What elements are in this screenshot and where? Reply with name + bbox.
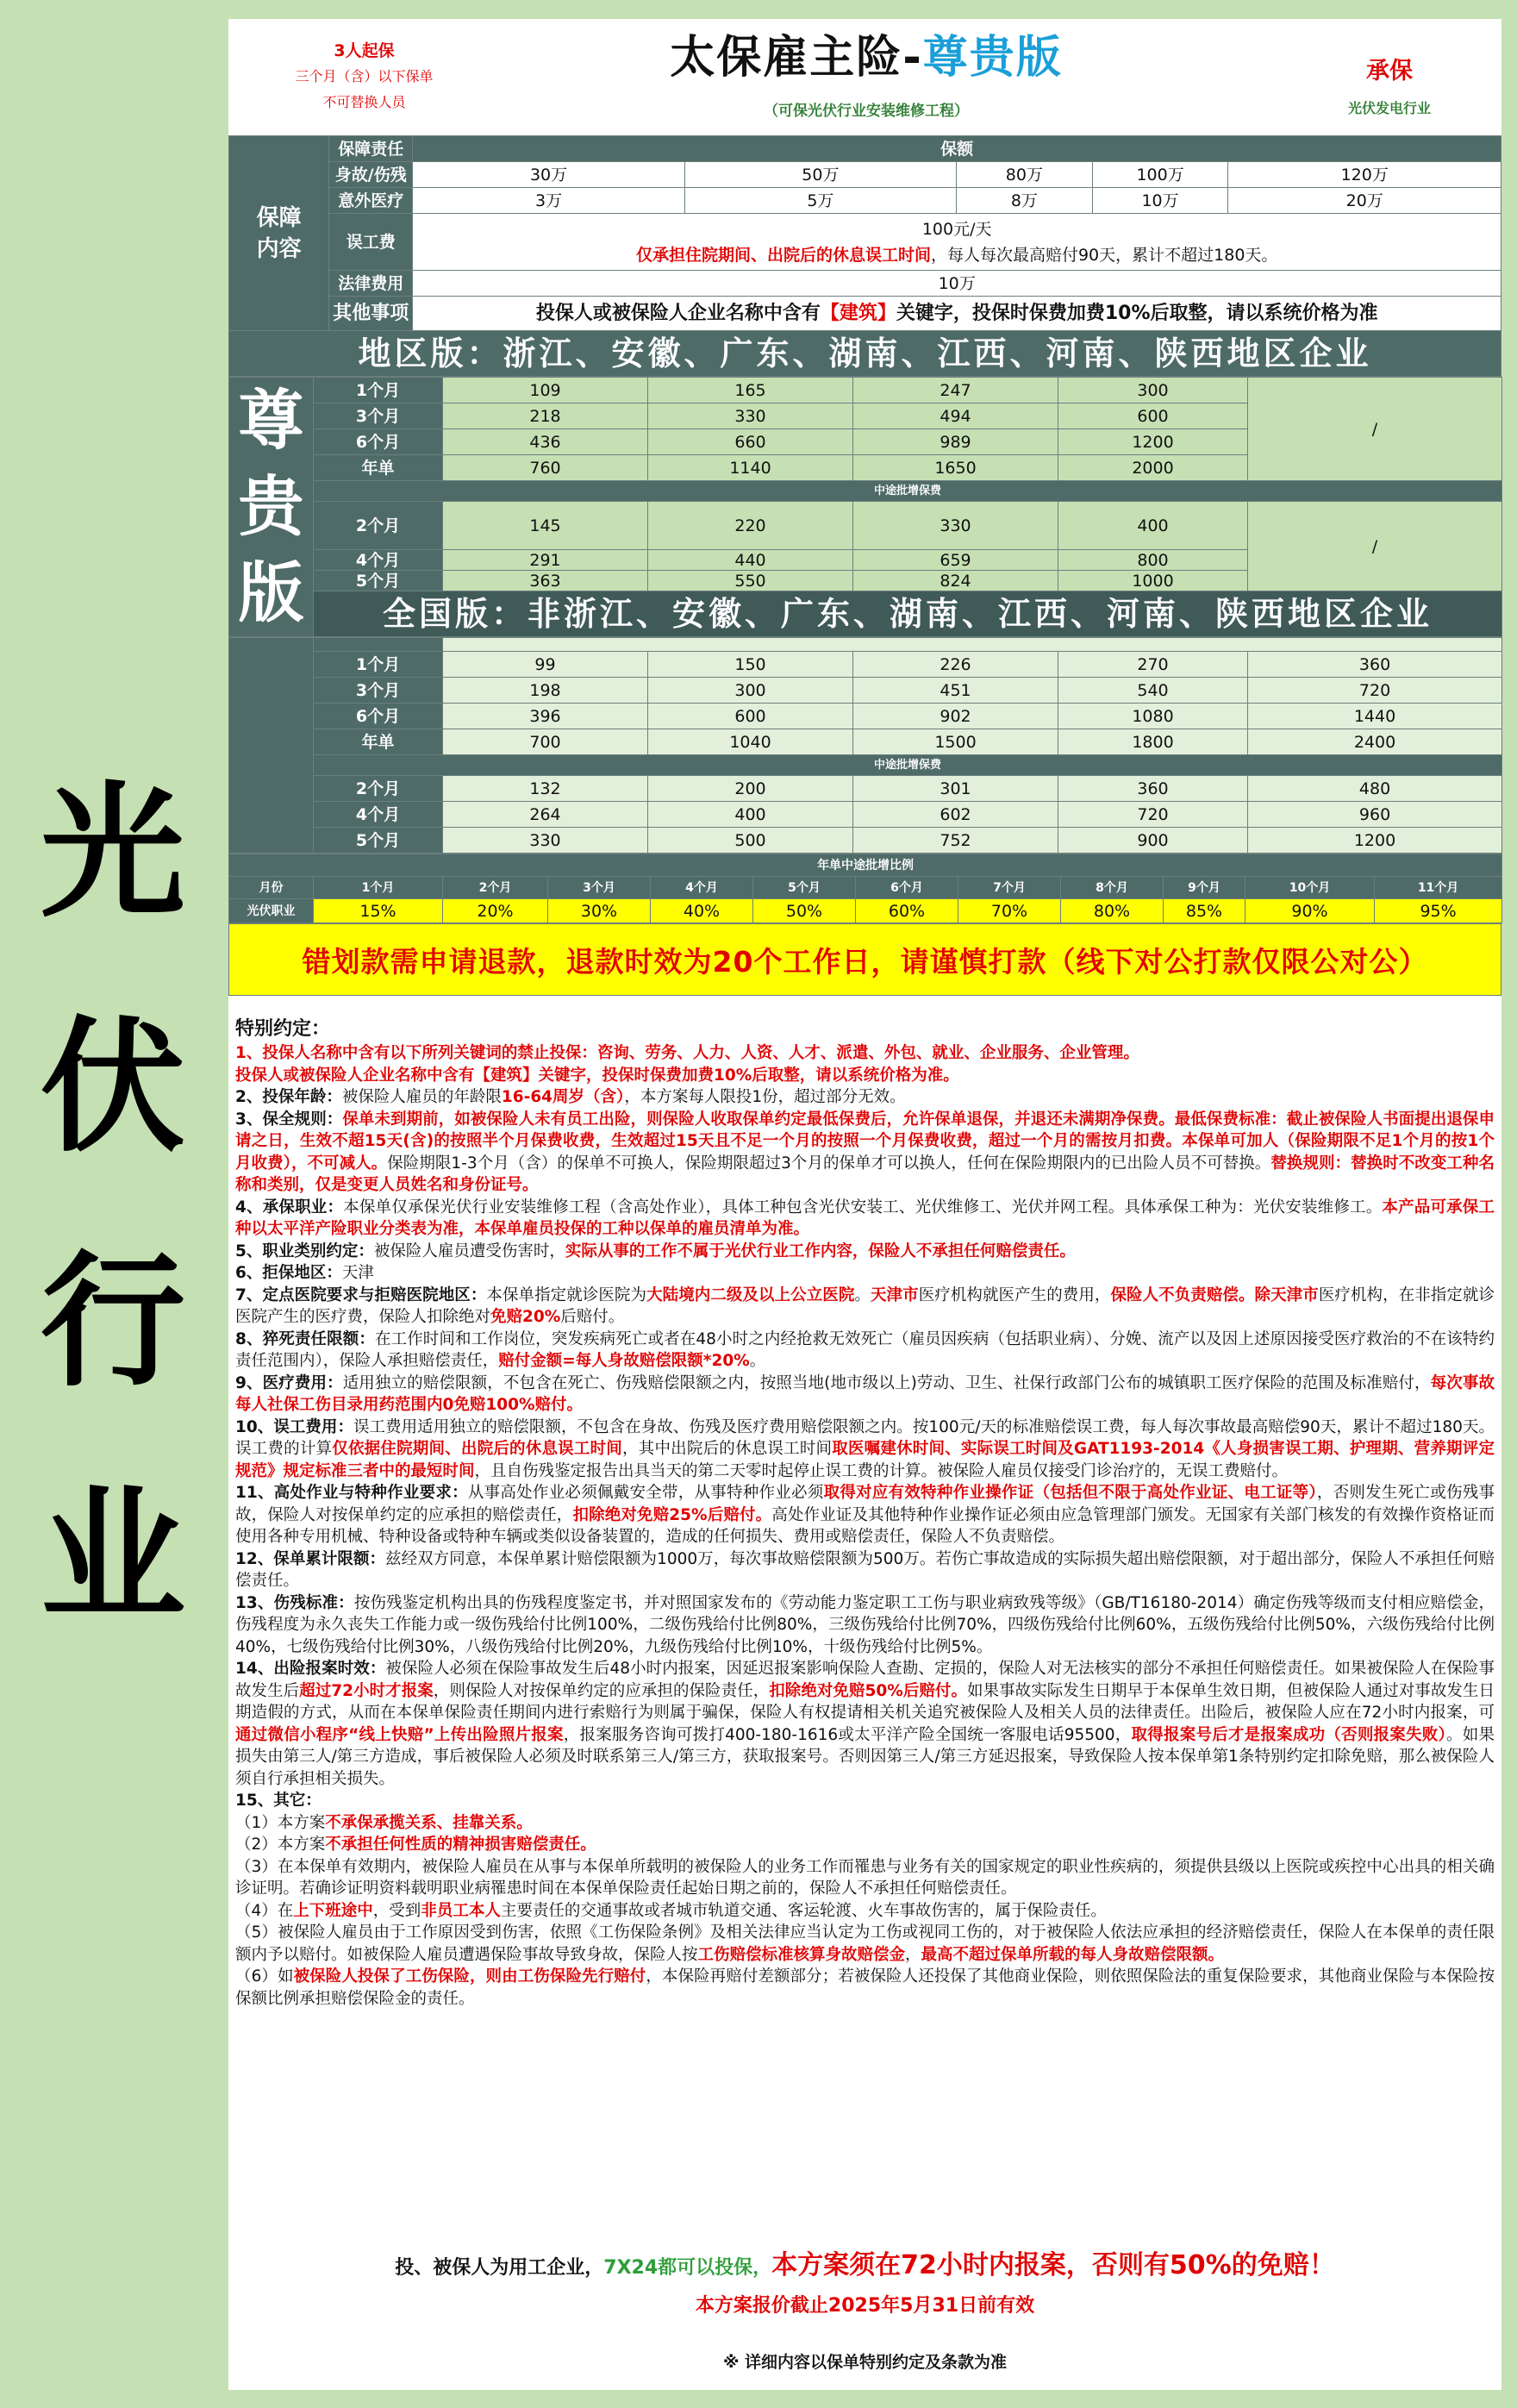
min-insured-label: 3人起保 xyxy=(334,41,395,60)
midterm-title: 中途批增保费 xyxy=(314,481,1502,502)
term-item xyxy=(235,1109,1495,1197)
medical-label: 意外医疗 xyxy=(329,188,413,214)
ratio-value: 95% xyxy=(1375,899,1502,923)
premium-cell: 99 xyxy=(443,652,648,678)
term-label: 2个月 xyxy=(314,502,443,550)
premium-cell: 824 xyxy=(853,571,1058,591)
term-red: 大陆境内二级及以上公立医院 xyxy=(646,1285,855,1304)
ratio-value: 80% xyxy=(1061,899,1164,923)
term-text: 。如果损失由第三人/第三方造成，事后被保险人必须及时联系第三人/第三方，获取报案号。否则因第三人/第三方延迟报案，导致保险人按本保单第1条特别约定扣除免赔，那么被保险人须自行承担相关损失。 xyxy=(235,1725,1495,1788)
premium-cell: 330 xyxy=(443,828,648,854)
term-text: 被保险人雇员遭受伤害时， xyxy=(373,1242,565,1260)
term-red: 工伤赔偿标准核算身故赔偿金 xyxy=(697,1945,906,1964)
footer-red: 本方案须在72小时内报案，否则有50%的免赔！ xyxy=(771,2250,1335,2280)
term-label: 5、职业类别约定： xyxy=(235,1242,374,1260)
term-text: 主要责任的交通事故或者城市轨道交通、客运轮渡、火车事故伤害的，属于保险责任。 xyxy=(500,1901,1107,1920)
terms-heading: 特别约定： xyxy=(235,1018,331,1040)
term-text: 高处作业证及其他特种作业操作证必须由应急管理部门颁发。无国家有关部门核发的有效操作资格证而使用各种专用机械、特种设备或特种车辆或类似设备装置的，造成的任何损失、费用或赔偿责任，保险人不负责赔偿。 xyxy=(235,1505,1495,1546)
term-text: 被保险人雇员的年龄限 xyxy=(341,1088,502,1106)
term-red: 上下班途中 xyxy=(293,1901,373,1920)
lost-work-label: 误工费 xyxy=(329,214,413,271)
term-red: 免赔20% xyxy=(490,1308,561,1326)
premium-cell: 400 xyxy=(1058,502,1248,550)
ratio-month: 9个月 xyxy=(1164,877,1245,899)
national-title: 全国版：非浙江、安徽、广东、湖南、江西、河南、陕西地区企业 xyxy=(314,591,1502,637)
spacer-cell xyxy=(443,638,1502,652)
coverage-section-label: 保障 内容 xyxy=(229,136,329,331)
premium-cell: 198 xyxy=(443,678,648,704)
term-text: （1）本方案 xyxy=(235,1813,326,1832)
term-red: 取得对应有效特种作业操作证（包括但不限于高处作业证、电工证等） xyxy=(823,1484,1317,1502)
premium-cell: 660 xyxy=(648,429,853,455)
ratio-month: 8个月 xyxy=(1061,877,1164,899)
term-text: ，且自伤残鉴定报告出具当天的第二天零时起停止误工费的计算。被保险人雇员仅接受门诊治疗的，无误工费赔付。 xyxy=(474,1461,1289,1480)
term-red: 不承担任何性质的精神损害赔偿责任。 xyxy=(325,1836,596,1854)
premium-cell: 1200 xyxy=(1058,429,1248,455)
ratio-month-label: 月份 xyxy=(229,877,314,899)
premium-cell: 1000 xyxy=(1058,571,1248,591)
term-text: 医疗机构就医产生的费用， xyxy=(918,1285,1111,1304)
premium-cell: 494 xyxy=(853,403,1058,429)
side-title-char: 行 xyxy=(41,1236,185,1406)
term-item xyxy=(235,1790,1495,1812)
term-label: 12、保单累计限额： xyxy=(235,1549,386,1568)
term-label: 6个月 xyxy=(314,704,443,729)
lost-work-note xyxy=(413,242,1501,268)
plan-sheet xyxy=(228,19,1501,2390)
premium-cell: 436 xyxy=(443,429,648,455)
term-text: （5）被保险人雇员由于工作原因受到伤害，依照《工伤保险条例》及相关法律应当认定为工伤或视同工伤的，对于被保险人依法应承担的经济赔偿责任，保险人在本保单的责任限额内予以赔付。如被保险人雇员遭遇保险事故导致身故，保险人按 xyxy=(235,1923,1495,1964)
ratio-value: 15% xyxy=(314,899,443,923)
legal-label: 法律费用 xyxy=(329,271,413,297)
term-text: 适用独立的赔偿限额，不包含在死亡、伤残赔偿限额之内，按照当地(地市级以上)劳动、卫生、社保行政部门公布的城镇职工医疗保险的范围及标准赔付， xyxy=(342,1373,1431,1392)
premium-cell: 500 xyxy=(648,828,853,854)
term-label: 13、伤残标准： xyxy=(235,1593,354,1612)
term-red: 通过微信小程序“线上快赔”上传出险照片报案 xyxy=(235,1725,564,1744)
term-red: 非员工本人 xyxy=(421,1901,501,1920)
premium-cell: 226 xyxy=(853,652,1058,678)
underwriting-scope xyxy=(1312,52,1467,117)
death-value: 30万 xyxy=(413,162,684,188)
premium-cell: 440 xyxy=(648,550,853,571)
term-label: 2个月 xyxy=(314,776,443,802)
premium-cell: 400 xyxy=(648,802,853,828)
premium-cell: 550 xyxy=(648,571,853,591)
term-text: （3）在本保单有效期内，被保险人雇员在从事与本保单所载明的被保险人的业务工作而罹患与业务有关的国家规定的职业性疾病的，须提供县级以上医院或疾控中心出具的相关确诊证明。若确诊证明资料载明职业病罹患时间在本保单保险责任起始日期之前的，保险人不承担任何赔偿责任。 xyxy=(235,1857,1495,1898)
refund-warning-banner: 错划款需申请退款，退款时效为20个工作日，请谨慎打款（线下对公打款仅限公对公） xyxy=(228,923,1501,996)
term-text: （6）如 xyxy=(235,1967,294,1986)
lost-work-note-red: 仅承担住院期间、出院后的休息误工时间 xyxy=(635,245,931,265)
term-item xyxy=(235,1812,1495,1835)
term-text: 后赔付。 xyxy=(560,1308,625,1326)
term-label: 5个月 xyxy=(314,571,443,591)
term-label: 6、拒保地区： xyxy=(235,1264,342,1282)
premium-cell: 602 xyxy=(853,802,1058,828)
footer-green: 7X24都可以投保， xyxy=(603,2257,772,2279)
term-text: 从事高处作业必须佩戴安全带，从事特种作业必须 xyxy=(467,1484,824,1502)
legal-value: 10万 xyxy=(413,271,1501,297)
ratio-month: 3个月 xyxy=(548,877,651,899)
side-title-char: 伏 xyxy=(41,1002,185,1172)
term-label: 3、保全规则： xyxy=(235,1110,343,1129)
term-label: 2、投保年龄： xyxy=(235,1088,342,1106)
term-label: 4、承保职业： xyxy=(235,1198,344,1217)
term-item xyxy=(235,1373,1495,1417)
midterm-ratio-table xyxy=(228,854,1502,923)
premium-cell: 1080 xyxy=(1058,704,1248,729)
term-item: 1、投保人名称中含有以下所列关键词的禁止投保：咨询、劳务、人力、人资、人才、派遣、外包、就业、企业服务、企业管理。 xyxy=(235,1044,1139,1062)
premium-cell: 363 xyxy=(443,571,648,591)
medical-value: 5万 xyxy=(684,188,956,214)
term-red: 扣除绝对免赔50%后赔付。 xyxy=(769,1681,968,1700)
death-value: 80万 xyxy=(957,162,1093,188)
term-red: 仅依据住院期间、出院后的休息误工时间 xyxy=(332,1440,623,1458)
term-label: 6个月 xyxy=(314,429,443,455)
coverage-table xyxy=(228,135,1501,377)
term-text: （4）在 xyxy=(235,1901,294,1920)
ratio-month: 6个月 xyxy=(856,877,958,899)
ratio-month: 1个月 xyxy=(314,877,443,899)
ratio-month: 11个月 xyxy=(1375,877,1502,899)
premium-cell: 1200 xyxy=(1248,828,1502,854)
term-label: 1个月 xyxy=(314,378,443,403)
term-label: 8、猝死责任限额： xyxy=(235,1329,375,1348)
premium-cell: 300 xyxy=(648,678,853,704)
col-header-amount: 保额 xyxy=(413,136,1501,162)
term-item xyxy=(235,1285,1495,1329)
title-accent: 尊贵版 xyxy=(922,32,1063,84)
term-text: ，受到 xyxy=(372,1901,421,1920)
premium-cell: 145 xyxy=(443,502,648,550)
term-label: 11、高处作业与特种作业要求： xyxy=(235,1484,468,1502)
premium-cell: 291 xyxy=(443,550,648,571)
term-item xyxy=(235,1658,1495,1790)
side-title-char: 光 xyxy=(41,767,185,937)
premium-cell: 720 xyxy=(1248,678,1502,704)
underwriting-industry: 光伏发电行业 xyxy=(1347,100,1431,116)
spacer-cell xyxy=(314,638,443,652)
term-text: 医疗机构，在非指定就诊医院产生的医疗费，保险人扣除绝对 xyxy=(235,1285,1495,1326)
term-label: 3个月 xyxy=(314,403,443,429)
other-pre: 投保人或被保险人企业名称中含有 xyxy=(535,302,821,324)
ratio-title: 年单中途批增比例 xyxy=(229,854,1502,877)
premium-cell: 330 xyxy=(853,502,1058,550)
premium-cell: 989 xyxy=(853,429,1058,455)
other-post: 关键字，投保时保费加费10%后取整，请以系统价格为准 xyxy=(896,302,1378,324)
footer-line-1 xyxy=(228,2243,1501,2281)
lost-work-note-text: ，每人每次最高赔付90天，累计不超过180天。 xyxy=(930,245,1278,265)
term-label: 15、其它： xyxy=(235,1792,322,1810)
term-red: 本产品可承保工种以太平洋产险职业分类表为准，本保单雇员投保的工种以保单的雇员清单为准。 xyxy=(235,1198,1495,1238)
ratio-value: 70% xyxy=(958,899,1061,923)
ratio-value: 60% xyxy=(856,899,958,923)
term-item xyxy=(235,1548,1495,1592)
premium-cell: 1040 xyxy=(648,729,853,755)
term-item xyxy=(235,1592,1495,1659)
premium-cell: 150 xyxy=(648,652,853,678)
term-red: 最高不超过保单所载的每人身故赔偿限额。 xyxy=(921,1945,1225,1964)
premium-cell: 200 xyxy=(648,776,853,802)
footer-validity: 本方案报价截止2025年5月31日前有效 xyxy=(695,2295,1035,2317)
premium-cell: 264 xyxy=(443,802,648,828)
premium-table xyxy=(228,377,1502,637)
term-item xyxy=(235,1966,1495,2010)
premium-cell: 600 xyxy=(648,704,853,729)
premium-cell: 1500 xyxy=(853,729,1058,755)
footer-text: 投、被保人为用工企业， xyxy=(395,2257,604,2279)
term-red: 保险人不负责赔偿。除天津市 xyxy=(1110,1285,1319,1304)
term-label: 14、出险报案时效： xyxy=(235,1660,386,1678)
premium-cell: 960 xyxy=(1248,802,1502,828)
term-red: 赔付金额=每人身故赔偿限额*20% xyxy=(498,1352,750,1370)
col-header-item: 保障责任 xyxy=(329,136,413,162)
premium-cell: 2400 xyxy=(1248,729,1502,755)
term-item xyxy=(235,1417,1495,1483)
term-text: ，则保险人对按保单约定的应承担的保险责任， xyxy=(433,1681,770,1700)
term-text: 按伤残鉴定机构出具的伤残程度鉴定书，并对照国家发布的《劳动能力鉴定职工工伤与职业病致残等级》（GB/T16180-2014）确定伤残等级而支付相应赔偿金，伤残程度为永久丧失工作能力或一级伤残给付比例100%，二级伤残给付比例80%，三级伤残给付比例70%，四级伤残给付比例60%，五级伤残给付比例50%，六级伤残给付比例40%，七级伤残给付比例30%，八级伤残给付比例20%，九级伤残给付比例10%，十级伤残给付比例5%。 xyxy=(235,1593,1495,1656)
term-label: 3个月 xyxy=(314,678,443,704)
term-red: 替换规则：替换时不改变工种名称和类别，仅是变更人员姓名和身份证号。 xyxy=(235,1154,1495,1194)
term-text: 本保单指定就诊医院为 xyxy=(486,1285,647,1304)
premium-cell: 301 xyxy=(853,776,1058,802)
premium-cell: 360 xyxy=(1248,652,1502,678)
page-subtitle: （可保光伏行业安装维修工程） xyxy=(764,103,969,120)
term-text: ，本保险再赔付差额部分；若被保险人还投保了其他商业保险，则依照保险法的重复保险要求，其他商业保险与本保险按保额比例承担赔偿保险金的责任。 xyxy=(235,1967,1495,2008)
term-label: 1个月 xyxy=(314,652,443,678)
premium-cell: 600 xyxy=(1058,403,1248,429)
premium-cell: 540 xyxy=(1058,678,1248,704)
premium-cell: 330 xyxy=(648,403,853,429)
premium-cell: 396 xyxy=(443,704,648,729)
premium-cell: 900 xyxy=(1058,828,1248,854)
ratio-value: 90% xyxy=(1245,899,1375,923)
term-red: 天津市 xyxy=(870,1285,919,1304)
term-label: 4个月 xyxy=(314,802,443,828)
term-text: ， xyxy=(905,1945,921,1964)
header xyxy=(228,19,1501,135)
underwriting-label: 承保 xyxy=(1366,58,1413,84)
premium-cell: 902 xyxy=(853,704,1058,729)
ratio-value: 50% xyxy=(753,899,856,923)
premium-cell: 132 xyxy=(443,776,648,802)
ratio-value: 20% xyxy=(443,899,548,923)
national-premium-table xyxy=(228,637,1502,854)
term-text: （2）本方案 xyxy=(235,1836,326,1854)
premium-cell: 1440 xyxy=(1248,704,1502,729)
premium-cell: 760 xyxy=(443,455,648,481)
term-label: 4个月 xyxy=(314,550,443,571)
medical-value: 20万 xyxy=(1228,188,1501,214)
premium-cell: 720 xyxy=(1058,802,1248,828)
ratio-row-label: 光伏职业 xyxy=(229,899,314,923)
term-item xyxy=(235,1262,1495,1285)
not-available-cell: / xyxy=(1248,502,1502,591)
term-red: 保单未到期前，如被保险人未有员工出险，则保险人收取保单约定最低保费后，允许保单退保，并退还未满期净保费。最低保费标准：截止被保险人书面提出退保申请之日，生效不超15天(含)的按照半个月保费收费，生效超过15天且不足一个月的按照一个月保费收费，超过一个月的需按月扣费。本保单可加人（保险期限不足1个月的按1个月收费），不可减人。 xyxy=(235,1110,1495,1173)
premium-cell: 700 xyxy=(443,729,648,755)
premium-section-label: 尊 贵 版 xyxy=(229,378,314,637)
premium-cell: 1800 xyxy=(1058,729,1248,755)
lost-work-value: 100元/天 xyxy=(921,219,992,239)
premium-cell: 165 xyxy=(648,378,853,403)
term-text: 如果事故实际发生日期早于本保单生效日期，但被保险人通过对事故发生日期造假的方式，从而在本保单保险责任期间内进行索赔行为则属于骗保，保险人有权提请相关机关追究被保险人及相关人员的法律责任。出险后，被保险人应在72小时内报案，可 xyxy=(235,1681,1495,1722)
death-value: 100万 xyxy=(1092,162,1228,188)
term-text: ，本方案每人限投1份，超过部分无效。 xyxy=(624,1088,906,1106)
death-value: 50万 xyxy=(684,162,956,188)
special-terms xyxy=(228,996,1501,2010)
premium-cell: 659 xyxy=(853,550,1058,571)
premium-cell: 360 xyxy=(1058,776,1248,802)
premium-cell: 218 xyxy=(443,403,648,429)
term-text: 本保单仅承保光伏行业安装维修工程（含高处作业），具体工种包含光伏安装工、光伏维修工、光伏并网工程。具体承保工种为：光伏安装维修工。 xyxy=(343,1198,1383,1217)
other-value xyxy=(413,297,1501,331)
premium-cell: 2000 xyxy=(1058,455,1248,481)
term-text: ，报案服务咨询可拨打400-180-1616或太平洋产险全国统一客服电话95500， xyxy=(563,1725,1132,1744)
term-red: 不承保承揽关系、挂靠关系。 xyxy=(325,1813,533,1832)
other-label: 其他事项 xyxy=(329,297,413,331)
death-label: 身故/伤残 xyxy=(329,162,413,188)
term-red: 被保险人投保了工伤保险，则由工伤保险先行赔付 xyxy=(293,1967,646,1986)
term-red: 扣除绝对免赔25%后赔付。 xyxy=(572,1505,772,1524)
term-text: 兹经双方同意，本保单累计赔偿限额为1000万，每次事故赔偿限额为500万。若伤亡事故造成的实际损失超出赔偿限额，对于超出部分，保险人不承担任何赔偿责任。 xyxy=(235,1549,1495,1590)
term-red: 实际从事的工作不属于光伏行业工作内容，保险人不承担任何赔偿责任。 xyxy=(565,1242,1076,1260)
medical-value: 3万 xyxy=(413,188,684,214)
not-available-cell: / xyxy=(1248,378,1502,481)
term-item xyxy=(235,1241,1495,1263)
term-item xyxy=(235,1329,1495,1373)
term-text: 被保险人必须在保险事故发生后48小时内报案，因延迟报案影响保险人查勘、定损的，保险人对无法核实的部分不承担任何赔偿责任。如果被保险人在保险事故发生后 xyxy=(235,1660,1495,1700)
term-text: ，其中出院后的休息误工时间 xyxy=(622,1440,833,1458)
term-item xyxy=(235,1197,1495,1241)
death-value: 120万 xyxy=(1228,162,1501,188)
term-text: 保险期限1-3个月（含）的保单不可换人，保险期限超过3个月的保单才可以换人，任何在保险期限内的已出险人员不可替换。 xyxy=(387,1154,1271,1173)
ratio-month: 2个月 xyxy=(443,877,548,899)
national-section-spacer xyxy=(229,638,314,854)
term-item xyxy=(235,1482,1495,1548)
premium-cell: 752 xyxy=(853,828,1058,854)
term-item: 投保人或被保险人企业名称中含有【建筑】关键字，投保时保费加费10%后取整，请以系统价格为准。 xyxy=(235,1066,959,1085)
ratio-month: 10个月 xyxy=(1245,877,1375,899)
term-item xyxy=(235,1086,1495,1109)
footer-disclaimer: ※ 详细内容以保单特别约定及条款为准 xyxy=(722,2353,1008,2372)
ratio-month: 4个月 xyxy=(651,877,753,899)
term-red: 取得报案号后才是报案成功（否则报案失败） xyxy=(1131,1725,1446,1744)
ratio-value: 40% xyxy=(651,899,753,923)
premium-cell: 109 xyxy=(443,378,648,403)
ratio-value: 85% xyxy=(1164,899,1245,923)
regional-title: 地区版：浙江、安徽、广东、湖南、江西、河南、陕西地区企业 xyxy=(229,331,1501,377)
title-main: 太保雇主险- xyxy=(670,32,923,84)
min-insured-line: 三个月（含）以下保单 xyxy=(295,68,434,84)
term-text: 天津 xyxy=(341,1264,374,1282)
medical-value: 8万 xyxy=(957,188,1093,214)
page-title xyxy=(487,28,1245,88)
midterm-title: 中途批增保费 xyxy=(314,755,1502,776)
premium-cell: 220 xyxy=(648,502,853,550)
premium-cell: 480 xyxy=(1248,776,1502,802)
term-red: 16-64周岁（含） xyxy=(501,1088,625,1106)
premium-cell: 800 xyxy=(1058,550,1248,571)
term-red: 取医嘱建休时间、实际误工时间及GAT1193-2014《人身损害误工期、护理期、营养期评定规范》规定标准三者中的最短时间 xyxy=(235,1440,1495,1480)
term-text: 。 xyxy=(749,1352,766,1370)
term-item xyxy=(235,1856,1495,1900)
term-label: 9、医疗费用： xyxy=(235,1373,343,1392)
term-text: 误工费用适用独立的赔偿限额，不包含在身故、伤残及医疗费用赔偿限额之内。按100元/天的标准赔偿误工费，每人每次事故最高赔偿90天，累计不超过180天。误工费的计算 xyxy=(235,1417,1495,1458)
premium-cell: 1650 xyxy=(853,455,1058,481)
term-text: ，否则发生死亡或伤残事故，保险人对按保单约定的应承担的赔偿责任， xyxy=(235,1484,1495,1524)
page-title-block xyxy=(487,28,1245,120)
other-red: 【建筑】 xyxy=(820,302,896,324)
premium-cell: 1140 xyxy=(648,455,853,481)
term-red: 超过72小时才报案 xyxy=(299,1681,434,1700)
term-text: 在工作时间和工作岗位，突发疾病死亡或者在48小时之内经抢救无效死亡（雇员因疾病（包括职业病）、分娩、流产以及因上述原因接受医疗救治的不在该特约责任范围内），保险人承担赔偿责任， xyxy=(235,1329,1495,1370)
premium-cell: 300 xyxy=(1058,378,1248,403)
side-title xyxy=(0,0,226,2408)
lost-work-cell xyxy=(413,214,1501,271)
min-insured-note xyxy=(263,38,465,116)
ratio-month: 5个月 xyxy=(753,877,856,899)
term-label: 5个月 xyxy=(314,828,443,854)
term-text: 。 xyxy=(854,1285,871,1304)
term-item xyxy=(235,1922,1495,1966)
medical-value: 10万 xyxy=(1092,188,1228,214)
term-label: 10、误工费用： xyxy=(235,1417,354,1436)
premium-cell: 247 xyxy=(853,378,1058,403)
premium-cell: 270 xyxy=(1058,652,1248,678)
term-label: 年单 xyxy=(314,455,443,481)
min-insured-line: 不可替换人员 xyxy=(322,94,406,110)
ratio-value: 30% xyxy=(548,899,651,923)
ratio-month: 7个月 xyxy=(958,877,1061,899)
term-red: 每次事故每人社保工伤目录用药范围内0免赔100%赔付。 xyxy=(235,1373,1495,1414)
term-label: 7、定点医院要求与拒赔医院地区： xyxy=(235,1285,487,1304)
term-item xyxy=(235,1900,1495,1923)
term-label: 年单 xyxy=(314,729,443,755)
term-item xyxy=(235,1834,1495,1856)
side-title-char: 业 xyxy=(41,1471,185,1641)
premium-cell: 451 xyxy=(853,678,1058,704)
